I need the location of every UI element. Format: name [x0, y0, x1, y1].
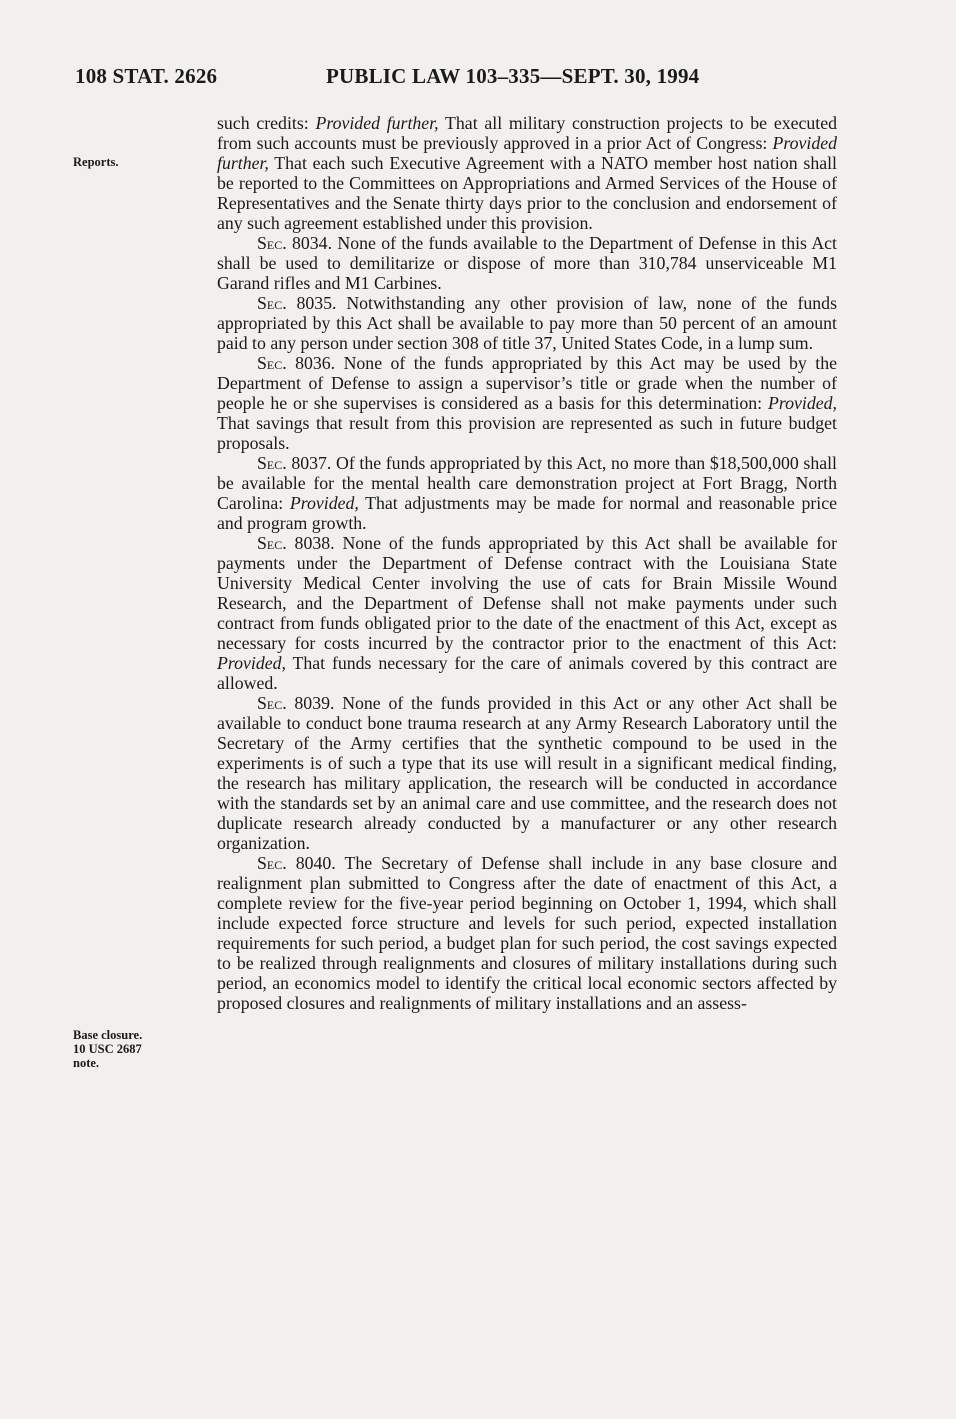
- statute-body: [217, 113, 837, 1013]
- section-number: Sec. 8040.: [257, 853, 336, 873]
- margin-note-line: Base closure.: [73, 1028, 143, 1042]
- section-number: Sec. 8037.: [257, 453, 332, 473]
- section-text: The Secretary of Defense shall include in any base closure and realignment plan submitted to Congress after the date of enactment of this Act, a complete review for the five-year period beginning on October 1, 1994, which shall include expected force structure and levels for such period, expected installation requirements for such period, a budget plan for such period, the cost savings expected to be realized through realignments and closures of military installations during such period, an economics model to identify the critical local economic sectors affected by proposed closures and realignments of military installations and an assess-: [217, 853, 838, 1013]
- continuation-paragraph: [217, 113, 837, 233]
- stat-citation: 108 STAT. 2626: [75, 64, 218, 88]
- section-number: Sec. 8035.: [257, 293, 337, 313]
- proviso-italic: Provided further,: [217, 133, 837, 173]
- section-s8034: [217, 233, 837, 293]
- margin-note-line: note.: [73, 1056, 100, 1070]
- section-number: Sec. 8039.: [257, 693, 335, 713]
- section-text: None of the funds provided in this Act or any other Act shall be available to conduct bone trauma research at any Army Research Laboratory until the Secretary of the Army certifies that the synthetic compound to be used in the experiments is of such a type that its use will result in a significant medical finding, the research has military application, the research will be conducted in accordance with the standards set by an animal care and use committee, and the research does not duplicate research already conducted by a manufacturer or any other research organization.: [217, 693, 838, 853]
- section-s8036: [217, 353, 837, 453]
- margin-note-line: 10 USC 2687: [73, 1042, 142, 1056]
- section-text: Notwithstanding any other provision of law, none of the funds appropriated by this Act shall be available to pay more than 50 percent of an amount paid to any person under section 308 of title 37, United States Code, in a lump sum.: [217, 293, 837, 353]
- section-text: None of the funds appropriated by this Act may be used by the Department of Defense to assign a supervisor’s title or grade when the number of people he or she supervises is considered as a basis for this determination:: [217, 353, 837, 413]
- section-s8040: [217, 853, 837, 1013]
- section-s8035: [217, 293, 837, 353]
- margin-note-line: Reports.: [73, 155, 119, 169]
- section-text: such credits:: [217, 113, 316, 133]
- section-text: None of the funds available to the Department of Defense in this Act shall be used to demilitarize or dispose of more than 310,784 unserviceable M1 Garand rifles and M1 Carbines.: [217, 233, 837, 293]
- proviso-italic: Provided,: [289, 493, 359, 513]
- section-s8037: [217, 453, 837, 533]
- proviso-italic: Provided further,: [315, 113, 439, 133]
- section-text: That each such Executive Agreement with a NATO member host nation shall be reported to the Committees on Appropriations and Armed Services of the House of Representatives and the Senate thirty days prior to the conclusion and endorsement of any such agreement established under this provision.: [217, 153, 837, 233]
- section-text: Of the funds appropriated by this Act, no more than $18,500,000 shall be available for the mental health care demonstration project at Fort Bragg, North Carolina:: [217, 453, 837, 513]
- margin-note-base-closure: [73, 1028, 183, 1070]
- public-law-title: PUBLIC LAW 103–335—SEPT. 30, 1994: [326, 64, 700, 88]
- section-number: Sec. 8036.: [257, 353, 336, 373]
- section-s8039: [217, 693, 837, 853]
- section-text: That adjustments may be made for normal and reasonable price and program growth.: [217, 493, 837, 533]
- section-text: None of the funds appropriated by this Act shall be available for payments under the Department of Defense contract with the Louisiana State University Medical Center involving the use of cats for Brain Missile Wound Research, and the Department of Defense shall not make payments under such contract from funds obligated prior to the date of the enactment of this Act, except as necessary for costs incurred by the contractor prior to the enactment of this Act:: [217, 533, 837, 653]
- section-number: Sec. 8038.: [257, 533, 335, 553]
- section-number: Sec. 8034.: [257, 233, 333, 253]
- section-s8038: [217, 533, 837, 693]
- margin-note-reports: [73, 155, 183, 169]
- section-text: That all military construction projects to be executed from such accounts must be previously approved in a prior Act of Congress:: [217, 113, 837, 153]
- section-text: That savings that result from this provision are represented as such in future budget proposals.: [217, 413, 837, 453]
- section-text: That funds necessary for the care of animals covered by this contract are allowed.: [217, 653, 837, 693]
- proviso-italic: Provided,: [768, 393, 837, 413]
- proviso-italic: Provided,: [217, 653, 286, 673]
